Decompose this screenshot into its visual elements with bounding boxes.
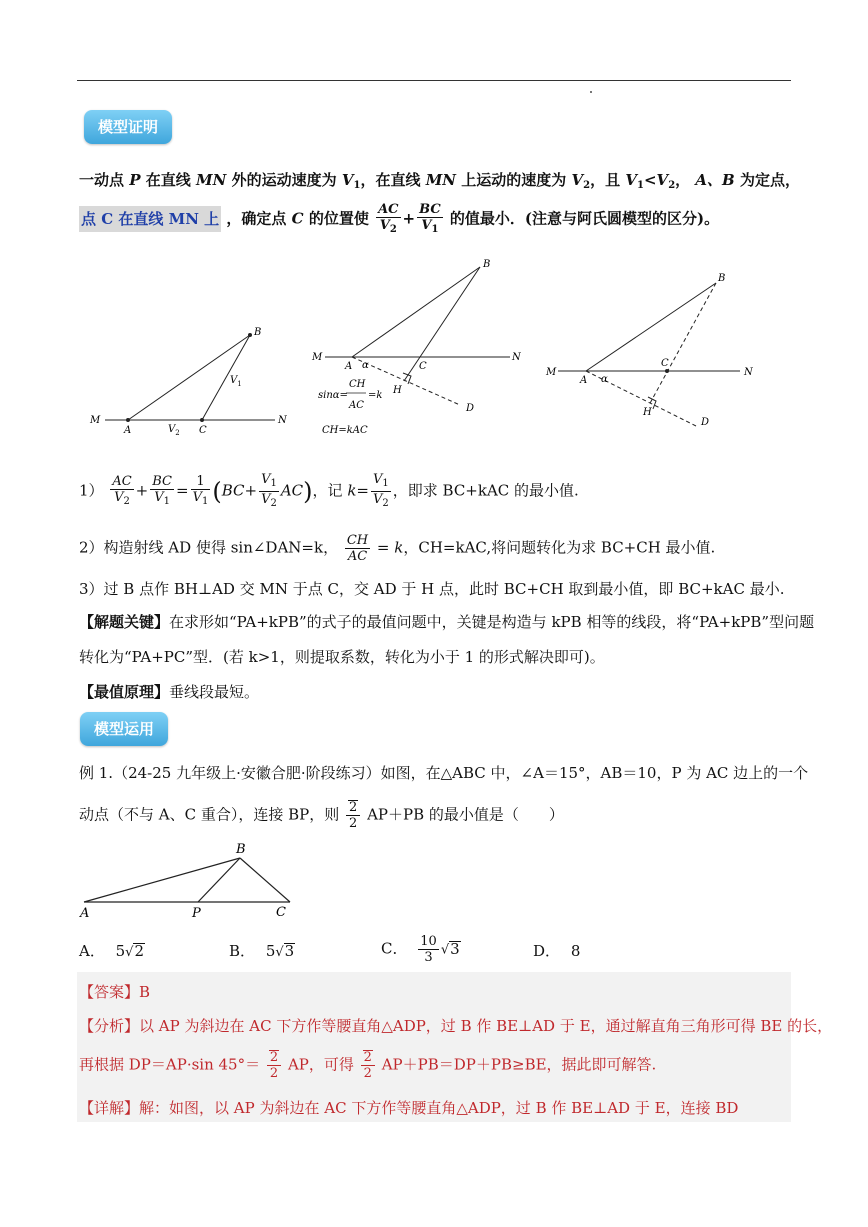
step-2: 2）构造射线 AD 使得 sin∠DAN=k， $\frac{CH}{AC}$ = k，CH=kAC,将问题转化为求 BC+CH 最小值. <box>79 533 716 564</box>
analysis-text: AP＋PB＝DP＋PB≥BE，据此即可解答. <box>381 1055 657 1074</box>
answer-value: B <box>139 983 151 1001</box>
intro-var-v1: V <box>341 171 354 189</box>
option-b[interactable]: B． 5√3 <box>229 942 295 960</box>
intro-text: ，在直线 <box>360 171 421 189</box>
intro-text: ，确定点 <box>226 209 287 228</box>
principle-line <box>79 681 259 703</box>
segment-bp <box>198 858 240 902</box>
intro-line-2: 点 C 在直线 MN 上 ，确定点 C 的位置使 $\frac{AC}{V_2}$ + $\frac{BC}{V_1}$ 的值最小．(注意与阿氏圆模型的区分)。 <box>81 202 720 235</box>
step-3: 3）过 B 点作 BH⊥AD 交 MN 于点 C，交 AD 于 H 点，此时 BC+CH 取到最小值，即 BC+kAC 最小. <box>79 580 785 598</box>
label-p: P <box>192 906 201 921</box>
segment-ab <box>352 267 480 357</box>
label-m: M <box>312 352 323 363</box>
answer-line <box>79 981 150 1003</box>
fraction-10-3: $\frac{10}{3}$ <box>420 934 437 965</box>
fraction-v1-v2: $\frac{V_1}{V_2}$ <box>261 472 277 509</box>
label-m: M <box>90 415 101 426</box>
segment-bh <box>649 283 716 405</box>
sin-formula-rhs: =k <box>368 390 383 401</box>
step-2-tail: ，CH=kAC,将问题转化为求 BC+CH 最小值. <box>403 538 716 557</box>
figure-3 <box>545 273 754 428</box>
sin-formula-denominator: AC <box>349 400 364 411</box>
analysis-tag: 【分析】 <box>79 1017 140 1035</box>
ch-equation: CH=kAC <box>322 425 368 436</box>
intro-text: 为定点， <box>739 171 800 189</box>
section-title-model-application: 模型运用 <box>80 712 168 746</box>
intro-var-p: P <box>129 171 141 189</box>
fraction-sqrt2-over-2: $\frac{2}{2}$ <box>267 1050 281 1081</box>
example-text: AP＋PB 的最小值是（ ） <box>367 805 564 824</box>
principle-tag: 【最值原理】 <box>79 683 170 701</box>
fraction-sqrt2-over-2: $\frac{2}{2}$ <box>346 800 360 831</box>
step-2-text: 2）构造射线 AD 使得 sin∠DAN=k， <box>79 538 339 557</box>
key-text: 在求形如“PA+kPB”的式子的最值问题中，关键是构造与 kPB 相等的线段，将“PA+kPB”型问题 <box>169 613 815 631</box>
label-n: N <box>278 415 287 426</box>
label-m: M <box>546 367 557 378</box>
answer-tag: 【答案】 <box>79 983 140 1001</box>
intro-text: ， <box>675 171 691 189</box>
fraction-ac-v2: $\frac{AC}{V_2}$ <box>378 202 399 235</box>
key-tag: 【解题关键】 <box>79 613 170 631</box>
label-a: A <box>345 361 353 372</box>
key-line-2: 转化为“PA+PC”型．(若 k>1，则提取系数，转化为小于 1 的形式解决即可)。 <box>79 648 605 666</box>
model-figures <box>80 255 780 449</box>
fraction-k: $\frac{V_1}{V_2}$ <box>373 472 389 509</box>
intro-var-c: C <box>291 209 304 228</box>
intro-text: 的值最小．(注意与阿氏圆模型的区分)。 <box>449 209 720 228</box>
option-d-value: 8 <box>570 942 581 960</box>
analysis-text: AP，可得 <box>287 1055 354 1074</box>
label-c: C <box>661 358 669 369</box>
label-a: A <box>124 425 132 436</box>
fraction-bc-v1: $\frac{BC}{V_1}$ <box>419 202 441 235</box>
label-d: D <box>466 403 475 414</box>
segment-bh <box>404 267 480 381</box>
label-a: A <box>80 906 90 921</box>
analysis-line-2 <box>79 1050 656 1081</box>
intro-line-1: 一动点 P 在直线 MN 外的运动速度为 $V_1$，在直线 MN 上运动的速度为 $V_2$，且 $V_1<V_2$， A、B 为定点， <box>79 171 800 191</box>
label-b: B <box>483 259 491 270</box>
key-line-1 <box>79 611 814 633</box>
principle-text: 垂线段最短。 <box>169 683 260 701</box>
option-a-key: A． <box>79 942 105 960</box>
point-c <box>665 369 669 373</box>
label-a: A <box>580 375 588 386</box>
label-d: D <box>701 417 710 428</box>
segment-bc <box>240 858 290 902</box>
label-alpha: α <box>362 360 369 371</box>
point-a <box>126 418 130 422</box>
label-h: H <box>643 407 652 418</box>
example-text: 动点（不与 A、C 重合），连接 BP，则 <box>79 805 340 824</box>
sin-formula-lhs: sinα= <box>318 390 348 401</box>
sin-formula-numerator: CH <box>349 379 366 390</box>
label-c: C <box>419 361 427 372</box>
figure-2 <box>311 259 522 436</box>
fraction-ac-v2: $\frac{AC}{V_2}$ <box>112 474 132 507</box>
intro-text: 的位置使 <box>308 209 369 228</box>
analysis-line-1 <box>79 1015 832 1037</box>
detail-line <box>79 1097 738 1119</box>
figure-1 <box>89 327 288 437</box>
option-d-key: D． <box>533 942 561 960</box>
label-n: N <box>512 352 521 363</box>
example-figure <box>78 838 308 927</box>
header-dot <box>590 91 592 93</box>
example-line-1: 例 1.（24-25 九年级上·安徽合肥·阶段练习）如图，在△ABC 中，∠A＝15°，AB＝10，P 为 AC 边上的一个 <box>79 764 809 782</box>
label-c: C <box>199 425 207 436</box>
detail-tag: 【详解】 <box>79 1099 140 1117</box>
detail-text: 解：如图，以 AP 为斜边在 AC 下方作等腰直角△ADP，过 B 作 BE⊥AD 于 E，连接 BD <box>139 1099 739 1117</box>
highlight-point-c-on-mn: 点 C 在直线 MN 上 <box>79 206 221 232</box>
label-b: B <box>236 842 246 857</box>
option-b-key: B． <box>229 942 256 960</box>
analysis-text: 再根据 DP＝AP·sin 45°＝ <box>79 1055 261 1074</box>
analysis-text: 以 AP 为斜边在 AC 下方作等腰直角△ADP，过 B 作 BE⊥AD 于 E，通过解直角三角形可得 BE 的长， <box>139 1017 833 1035</box>
step-1: 1） $\frac{AC}{V_2}$ + $\frac{BC}{V_1}$ = $\frac{1}{V_1}$ (BC+ $\frac{V_1}{V_2}$ AC)，记 k= $\frac{V_1}{V_2}$ ，即求 BC+kAC 的最小值. <box>79 472 579 509</box>
label-b: B <box>718 273 726 284</box>
segment-cb <box>202 335 250 420</box>
point-b <box>248 333 252 337</box>
figures-svg <box>80 255 780 445</box>
segment-ab <box>84 858 240 902</box>
label-v2: $V_2$ <box>168 424 180 437</box>
intro-var-ab: A、B <box>695 171 735 189</box>
example-line-2 <box>79 800 564 831</box>
segment-ab <box>586 283 716 371</box>
fraction-sqrt2-over-2: $\frac{2}{2}$ <box>361 1050 375 1081</box>
label-alpha: α <box>601 374 608 385</box>
fraction-1-v1: $\frac{1}{V_1}$ <box>192 474 209 507</box>
option-c-key: C． <box>381 939 408 958</box>
fraction-ch-ac: $\frac{CH}{AC}$ <box>346 533 369 564</box>
step-1-tail: ，即求 BC+kAC 的最小值. <box>392 481 579 500</box>
intro-text: 在直线 <box>145 171 191 189</box>
intro-text: 一动点 <box>79 171 125 189</box>
option-a[interactable]: A． 5√2 <box>79 942 145 960</box>
fraction-bc-v1: $\frac{BC}{V_1}$ <box>152 474 172 507</box>
label-c: C <box>276 905 286 920</box>
label-n: N <box>744 367 753 378</box>
intro-text: ，且 <box>590 171 621 189</box>
intro-var-mn: MN <box>196 171 227 189</box>
intro-text: 上运动的速度为 <box>461 171 567 189</box>
triangle-abc-svg <box>78 838 308 923</box>
intro-var-mn: MN <box>425 171 457 189</box>
section-title-model-proof: 模型证明 <box>84 110 172 144</box>
option-c[interactable]: C． $\frac{10}{3}$ √3 <box>381 934 460 965</box>
intro-text: 外的运动速度为 <box>231 171 337 189</box>
label-v1: $V_1$ <box>230 375 242 388</box>
label-b: B <box>254 327 262 338</box>
step-1-prefix: 1） <box>79 481 104 500</box>
point-c <box>200 418 204 422</box>
label-h: H <box>393 385 402 396</box>
header-rule <box>77 80 791 81</box>
step-1-mid: ，记 <box>312 481 343 500</box>
option-d[interactable] <box>533 940 580 962</box>
